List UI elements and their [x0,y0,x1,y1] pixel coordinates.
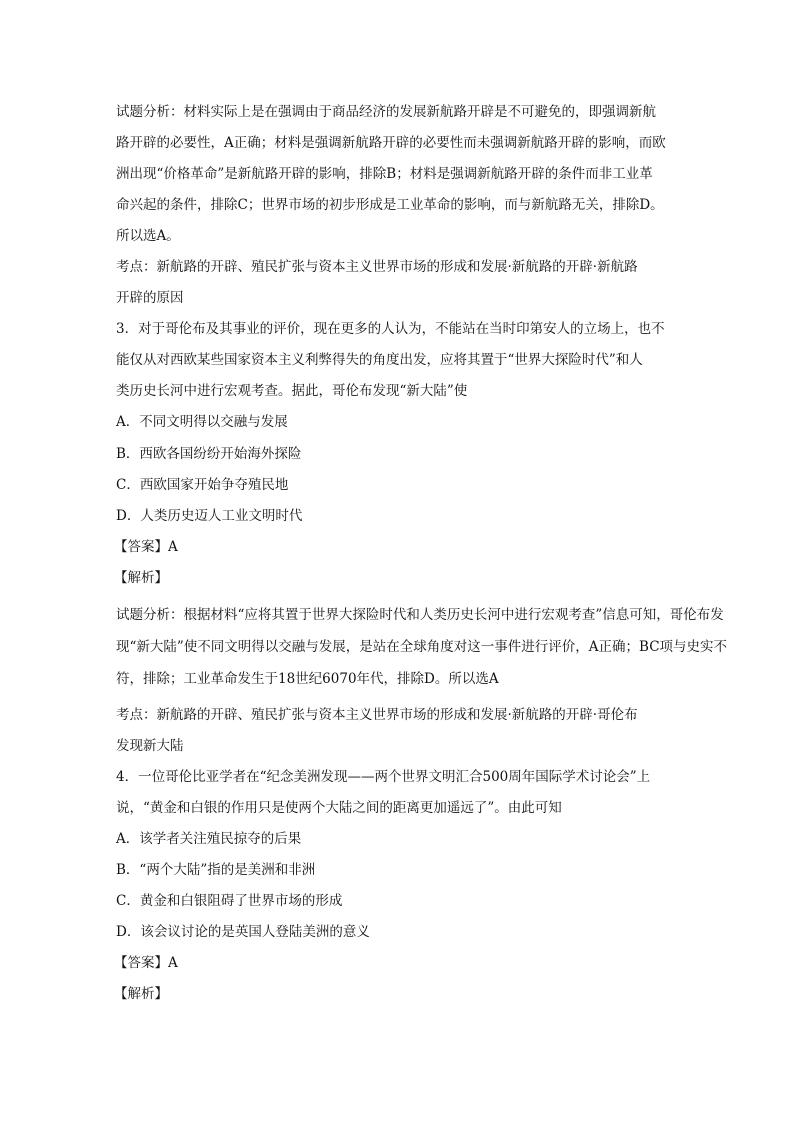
q3-stem-line: 类历史长河中进行宏观考查。据此，哥伦布发现“新大陆”使 [116,383,468,399]
prev-analysis-line: 洲出现“价格革命”是新航路开辟的影响，排除B；材料是强调新航路开辟的条件而非工业革 [116,166,653,182]
q3-answer: 【答案】A [114,539,178,555]
q4-answer: 【答案】A [114,955,178,971]
q3-kaodian-line: 发现新大陆 [116,738,184,754]
q3-analysis-line: 符，排除；工业革命发生于18世纪6070年代，排除D。所以选A [116,671,499,687]
q3-kaodian-line: 考点：新航路的开辟、殖民扩张与资本主义世界市场的形成和发展·新航路的开辟·哥伦布 [116,707,638,723]
q3-option-b: B．西欧各国纷纷开始海外探险 [116,446,302,462]
q3-analysis-heading: 【解析】 [114,570,168,586]
prev-analysis-line: 试题分析：材料实际上是在强调由于商品经济的发展新航路开辟是不可避免的，即强调新航 [116,104,656,120]
prev-kaodian-line: 开辟的原因 [116,290,184,306]
q3-stem-line: 能仅从对西欧某些国家资本主义利弊得失的角度出发，应将其置于“世界大探险时代”和人 [116,352,643,368]
q3-option-c: C．西欧国家开始争夺殖民地 [116,477,289,493]
q4-option-b: B．“两个大陆”指的是美洲和非洲 [116,862,316,878]
q4-option-c: C．黄金和白银阻碍了世界市场的形成 [116,893,343,909]
prev-analysis-line: 命兴起的条件，排除C；世界市场的初步形成是工业革命的影响，而与新航路无关，排除D。 [116,197,664,213]
q4-analysis-heading: 【解析】 [114,986,168,1002]
q4-stem-line: 说，“黄金和白银的作用只是使两个大陆之间的距离更加遥远了”。由此可知 [116,800,562,816]
prev-analysis-line: 路开辟的必要性，A正确；材料是强调新航路开辟的必要性而未强调新航路开辟的影响，而欧 [116,135,666,151]
q4-option-d: D．该会议讨论的是英国人登陆美洲的意义 [116,924,370,940]
prev-analysis-line: 所以选A。 [116,228,180,244]
q4-option-a: A．该学者关注殖民掠夺的后果 [116,831,302,847]
q3-stem-line: 3．对于哥伦布及其事业的评价，现在更多的人认为，不能站在当时印第安人的立场上，也不 [116,321,665,337]
prev-kaodian-line: 考点：新航路的开辟、殖民扩张与资本主义世界市场的形成和发展·新航路的开辟·新航路 [116,259,638,275]
q3-option-d: D．人类历史迈人工业文明时代 [116,508,303,524]
q3-analysis-line: 试题分析：根据材料“应将其置于世界大探险时代和人类历史长河中进行宏观考查”信息可知，哥伦布发 [116,607,724,623]
q3-option-a: A．不同文明得以交融与发展 [116,414,288,430]
q3-analysis-line: 现“新大陆”使不同文明得以交融与发展，是站在全球角度对这一事件进行评价，A正确；BC项与史实不 [116,639,728,655]
q4-stem-line: 4．一位哥伦比亚学者在“纪念美洲发现——两个世界文明汇合500周年国际学术讨论会”上 [116,769,651,785]
